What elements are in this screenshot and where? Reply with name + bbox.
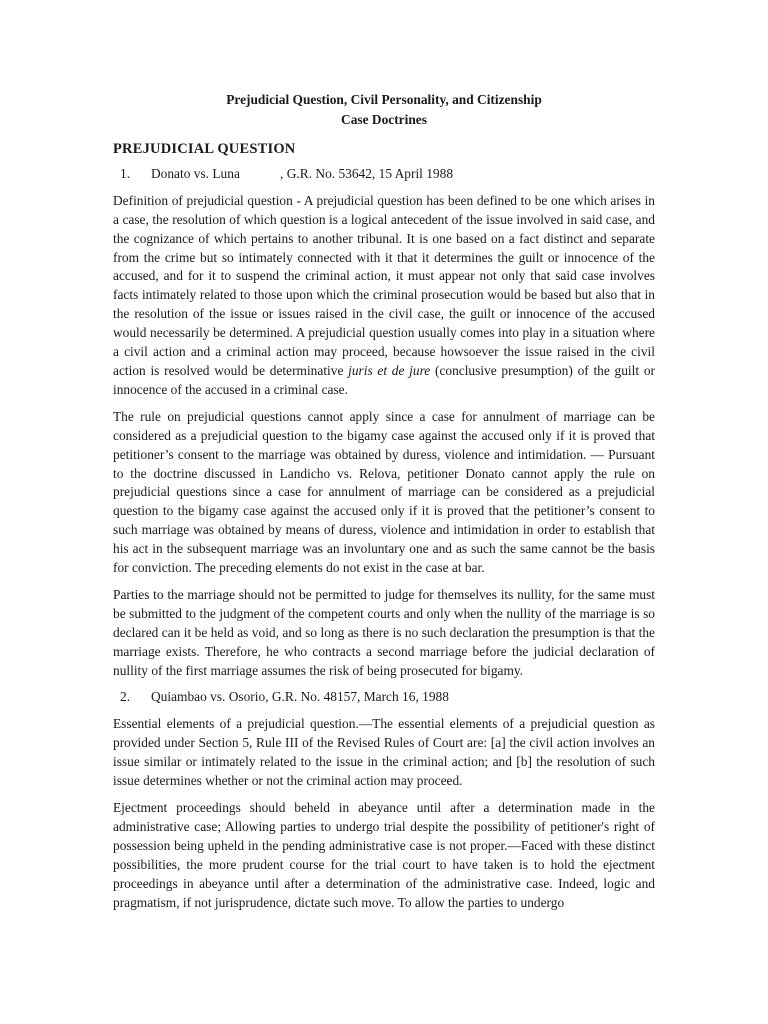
- paragraph-definition: [113, 192, 655, 400]
- paragraph-parties: Parties to the marriage should not be permitted to judge for themselves its nullity, for the same must be submitted to the judgment of the competent courts and only when the nullity of the marriage is so declared can it be held as void, and so long as there is no such declaration the presumption is that the marriage exists. Therefore, he who contracts a second marriage before the judicial declaration of nullity of the first marriage assumes the risk of being prosecuted for bigamy.: [113, 586, 655, 678]
- case-item-2: [113, 688, 655, 707]
- italic-term: juris et de jure: [348, 362, 431, 378]
- case-number: 2.: [120, 689, 131, 705]
- document-title-line2: Case Doctrines: [341, 112, 427, 127]
- paragraph-text: (conclusive presumption) of the guilt or innocence of the accused in a criminal case.: [113, 362, 655, 397]
- paragraph-text: Definition of prejudicial question - A prejudicial question has been defined to be one which arises in a case, the resolution of which question is a logical antecedent of the issue involved in said case, and the cognizance of which pertains to another tribunal. It is one based on a fact distinct and separate from the crime but so intimately connected with it that it determines the guilt or innocence of the accused, and for it to suspend the criminal action, it must appear not only that said case involves facts intimately related to those upon which the criminal prosecution would be based but also that in the resolution of the issue or issues raised in the civil case, the guilt or innocence of the accused would necessarily be determined. A prejudicial question usually comes into play in a situation where a civil action and a criminal action may proceed, because howsoever the issue raised in the civil action is resolved would be determinative: [113, 192, 655, 378]
- document-title-line1: Prejudicial Question, Civil Personality, and Citizenship: [226, 92, 542, 107]
- case-number: 1.: [120, 165, 131, 181]
- case-item-1: [113, 165, 655, 184]
- section-heading: PREJUDICIAL QUESTION: [113, 141, 296, 157]
- case-citation: Donato vs. Luna , G.R. No. 53642, 15 April 1988: [151, 165, 454, 181]
- paragraph-rule: The rule on prejudicial questions cannot apply since a case for annulment of marriage can be considered as a prejudicial question to the bigamy case against the accused only if it is proved that petitioner’s consent to the marriage was obtained by duress, violence and intimidation. — Pursuant to the doctrine discussed in Landicho vs. Relova, petitioner Donato cannot apply the rule on prejudicial questions since a case for annulment of marriage can be considered as a prejudicial question to the bigamy case against the accused only if it is proved that the petitioner’s consent to such marriage was obtained by means of duress, violence and intimidation in order to establish that his act in the subsequent marriage was an involuntary one and as such the same cannot be the basis for conviction. The preceding elements do not exist in the case at bar.: [113, 408, 655, 576]
- case-citation: Quiambao vs. Osorio, G.R. No. 48157, March 16, 1988: [151, 689, 449, 705]
- paragraph-ejectment: Ejectment proceedings should beheld in abeyance until after a determination made in the administrative case; Allowing parties to undergo trial despite the possibility of petitioner's right of possession being upheld in the pending administrative case is not proper.—Faced with these distinct possibilities, the more prudent course for the trial court to have taken is to hold the ejectment proceedings in abeyance until after a determination of the administrative case. Indeed, logic and pragmatism, if not jurisprudence, dictate such move. To allow the parties to undergo: [113, 800, 655, 910]
- paragraph-essential-elements: Essential elements of a prejudicial question.—The essential elements of a prejudicial question as provided under Section 5, Rule III of the Revised Rules of Court are: [a] the civil action involves an issue similar or intimately related to the issue in the criminal action; and [b] the resolution of such issue determines whether or not the criminal action may proceed.: [113, 716, 655, 789]
